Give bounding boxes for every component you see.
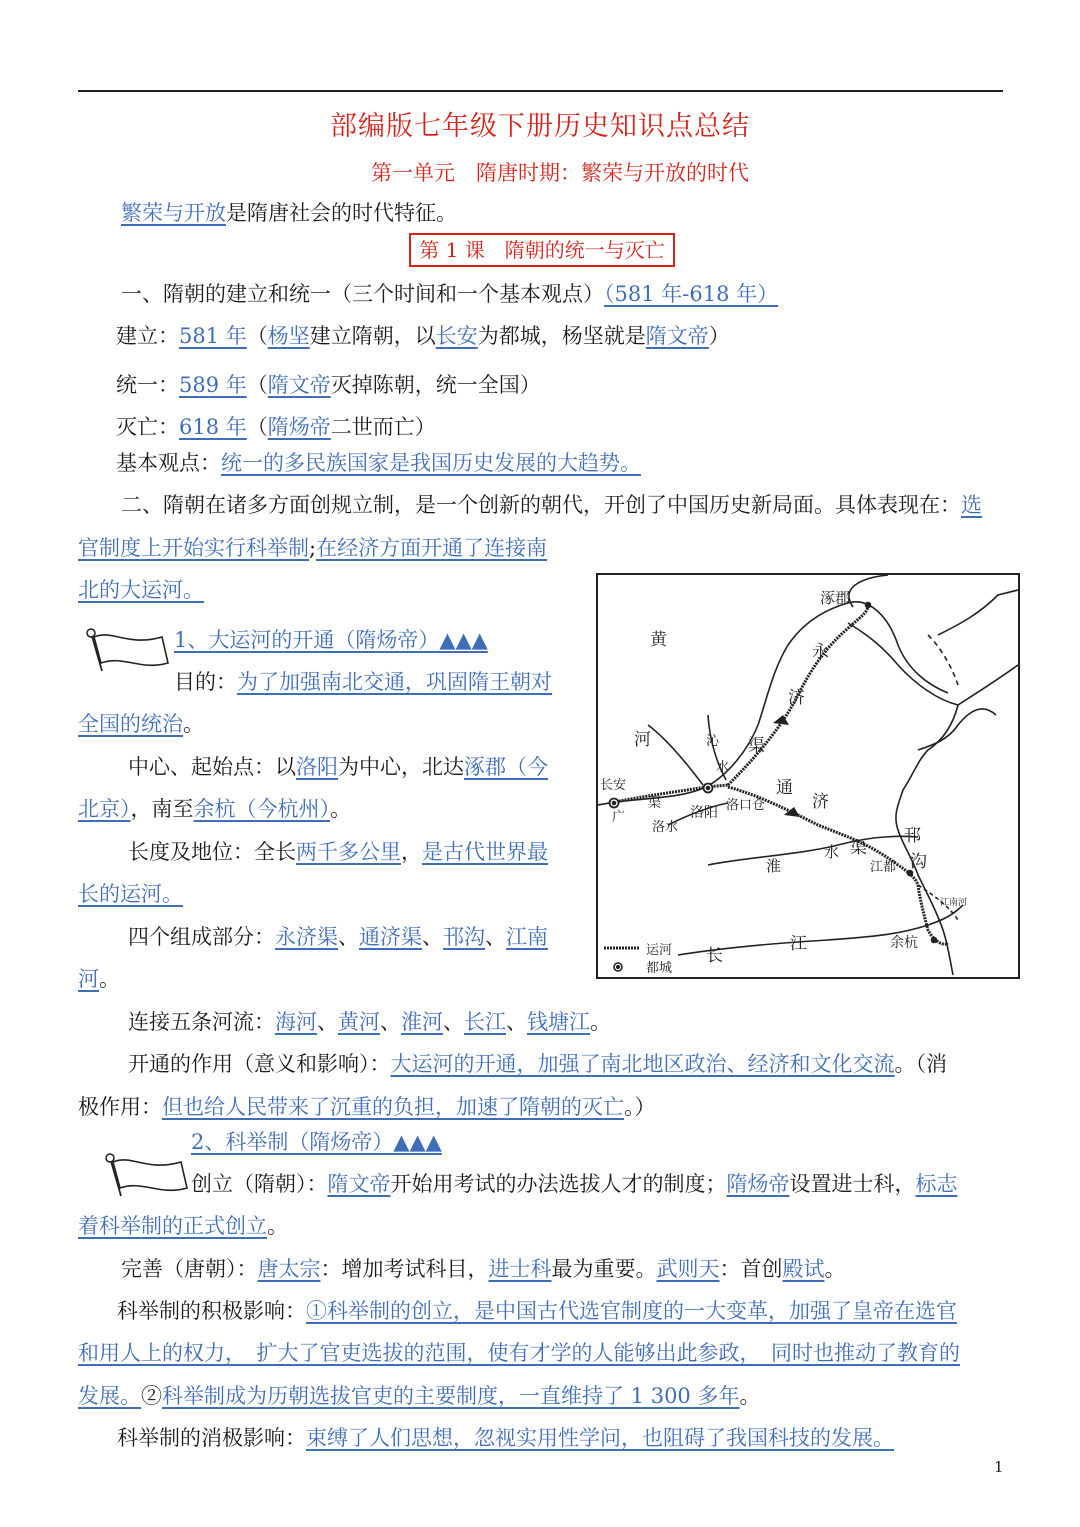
label-jiangdu: 江都 (870, 860, 897, 875)
canal-length-cont: 长的运河。 (78, 882, 183, 906)
legend-capital-label: 都城 (646, 961, 673, 976)
label-qu2: 渠 (850, 838, 867, 858)
canal-purpose: 目的：为了加强南北交通，巩固隋王朝对 (174, 670, 552, 694)
label-changan: 长安 (600, 778, 627, 793)
section1-heading: 一、隋朝的建立和统一（三个时间和一个基本观点）（581 年-618 年） (121, 282, 779, 306)
label-jiang: 江 (790, 934, 807, 954)
label-guang: 广 (612, 810, 626, 825)
section2-line3: 北的大运河。 (78, 578, 204, 602)
label-tong: 通 (776, 778, 793, 798)
canal-heading: 1、大运河的开通（隋炀帝）▲▲▲ (174, 628, 488, 652)
unify-line: 统一：589 年（隋文帝灭掉陈朝，统一全国） (116, 373, 541, 397)
label-yong: 永 (812, 642, 829, 662)
unit-title: 第一单元 隋唐时期：繁荣与开放的时代 (371, 161, 749, 185)
canal-effect: 开通的作用（意义和影响）：大运河的开通，加强了南北地区政治、经济和文化交流。（消 (128, 1052, 947, 1076)
label-yuhang: 余杭 (890, 935, 918, 951)
label-huang: 黄 (650, 630, 667, 650)
label-he: 河 (634, 730, 651, 750)
label-luoshui: 洛水 (652, 820, 679, 835)
label-ji1: 济 (788, 688, 805, 708)
legend-canal-label: 运河 (646, 943, 673, 958)
canal-center: 中心、起始点：以洛阳为中心，北达涿郡（今 (128, 755, 548, 779)
canal-purpose-cont: 全国的统治。 (78, 712, 204, 736)
keju-positive-2: 和用人上的权力， 扩大了官吏选拔的范围，使有才学的人能够出此参政， 同时也推动了教育的 (78, 1341, 960, 1365)
label-gou: 沟 (910, 852, 927, 872)
grand-canal-map (596, 573, 1020, 979)
canal-rivers: 连接五条河流：海河、黄河、淮河、长江、钱塘江。 (128, 1010, 611, 1034)
page-title: 部编版七年级下册历史知识点总结 (330, 111, 750, 142)
label-chang: 长 (706, 946, 723, 966)
label-qu1: 渠 (748, 736, 765, 756)
canal-effect-cont: 极作用：但也给人民带来了沉重的负担，加速了隋朝的灭亡。） (78, 1095, 656, 1119)
label-huai: 淮 (766, 857, 782, 875)
label-guangtong-qu: 渠 (648, 796, 662, 811)
label-shui: 水 (716, 760, 730, 775)
keju-heading: 2、科举制（隋炀帝）▲▲▲ (191, 1130, 442, 1154)
founding-line: 建立：581 年（杨坚建立隋朝，以长安为都城，杨坚就是隋文帝） (116, 324, 730, 348)
boat-icon (784, 807, 800, 817)
canal-length: 长度及地位：全长两千多公里，是古代世界最 (128, 840, 548, 864)
flag-icon (84, 625, 170, 673)
canal-center-cont: 北京），南至余杭（今杭州）。 (78, 797, 351, 821)
lesson-title: 第 1 课 隋朝的统一与灭亡 (409, 233, 675, 267)
intro-keyword: 繁荣与开放 (121, 201, 226, 225)
map-svg (598, 575, 1018, 977)
label-qin: 沁 (706, 734, 720, 749)
intro-line: 繁荣与开放是隋唐社会的时代特征。 (121, 201, 457, 225)
keju-perfect: 完善（唐朝）：唐太宗：增加考试科目，进士科最为重要。武则天：首创殿试。 (121, 1257, 846, 1281)
label-huaishui: 水 (824, 843, 840, 861)
keju-create: 创立（隋朝）：隋文帝开始用考试的办法选拔人才的制度；隋炀帝设置进士科，标志 (191, 1172, 958, 1196)
label-han: 邗 (904, 826, 921, 846)
keju-negative: 科举制的消极影响：束缚了人们思想，忽视实用性学问，也阻碍了我国科技的发展。 (117, 1426, 894, 1450)
canal-parts-cont: 河。 (78, 967, 120, 991)
flag-icon (103, 1150, 189, 1198)
canal-parts: 四个组成部分：永济渠、通济渠、邗沟、江南 (128, 925, 548, 949)
section2-line2: 官制度上开始实行科举制;在经济方面开通了连接南 (78, 536, 548, 560)
keju-positive: 科举制的积极影响：①科举制的创立，是中国古代选官制度的一大变革，加强了皇帝在选官 (117, 1299, 957, 1323)
keju-positive-3: 发展。②科举制成为历朝选拔官吏的主要制度，一直维持了 1 300 多年。 (78, 1384, 761, 1408)
label-zhuojun: 涿郡 (820, 589, 851, 607)
label-luokoucang: 洛口仓 (726, 798, 766, 813)
view-line: 基本观点：统一的多民族国家是我国历史发展的大趋势。 (116, 451, 641, 475)
label-ji2: 济 (812, 792, 829, 812)
fall-line: 灭亡：618 年（隋炀帝二世而亡） (116, 415, 436, 439)
page-number: 1 (994, 1458, 1004, 1476)
zhuojun-marker (866, 603, 871, 608)
top-rule (78, 90, 1003, 92)
keju-create-cont: 着科举制的正式创立。 (78, 1214, 288, 1238)
section2-line1: 二、隋朝在诸多方面创规立制，是一个创新的朝代，开创了中国历史新局面。具体表现在：选 (121, 493, 982, 517)
label-luoyang: 洛阳 (690, 805, 718, 821)
label-jiangnanhe: 江南河 (940, 898, 968, 908)
